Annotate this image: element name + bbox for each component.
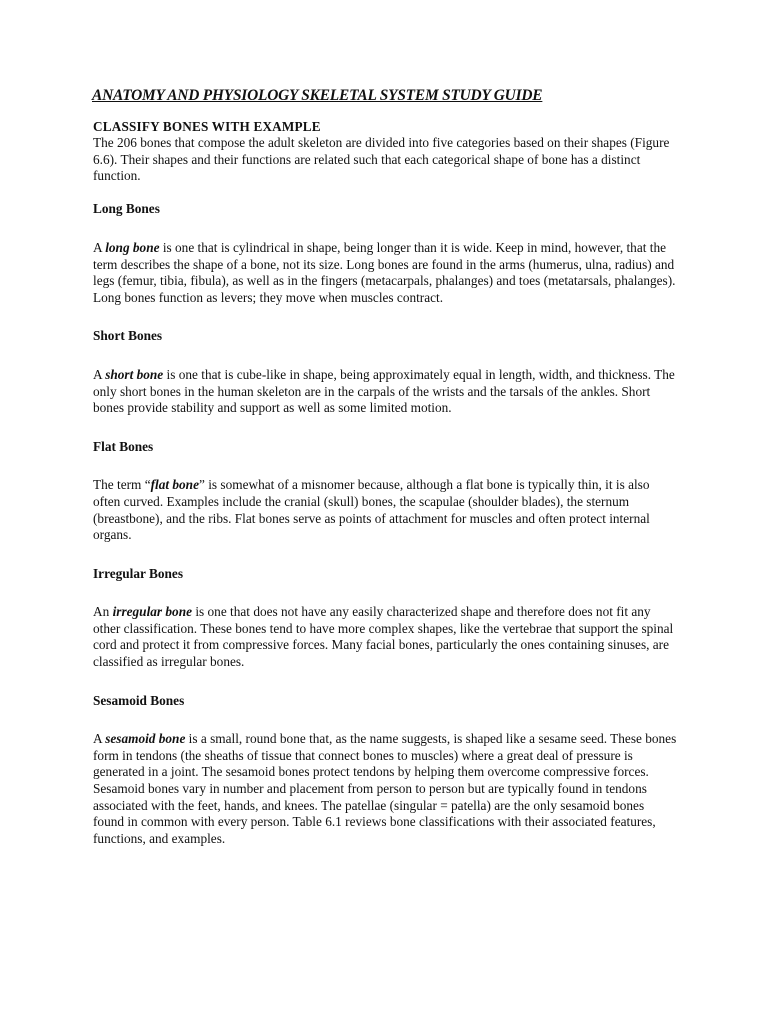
paragraph-text: is one that does not have any easily characterized shape and therefore does not fit any other classification. These bones tend to have more complex shapes, like the vertebrae that support the spinal cord and protect it from compressive forces. Many facial bones, particularly the ones containing sinuses, are classified as irregular bones. xyxy=(93,604,674,670)
short-bones-heading: Short Bones xyxy=(93,328,163,344)
long-bones-section xyxy=(93,201,678,306)
paragraph-lead: The term “ xyxy=(93,477,151,493)
paragraph-text: is a small, round bone that, as the name suggests, is shaped like a sesame seed. These bones form in tendons (the sheaths of tissue that connect bones to muscles) where a great deal of pressure is generated in a joint. The sesamoid bones protect tendons by helping them overcome compressive forces. Sesamoid bones vary in number and placement from person to person but are typically found in tendons associated with the feet, hands, and knees. The patellae (singular = patella) are the only sesamoid bones found in common with every person. Table 6.1 reviews bone classifications with their associated features, functions, and examples. xyxy=(93,731,677,846)
short-bones-section xyxy=(93,328,678,416)
paragraph-text: is one that is cube-like in shape, being approximately equal in length, width, and thickness. The only short bones in the human skeleton are in the carpals of the wrists and the tarsals of the ankles. Short bones provide stability and support as well as some limited motion. xyxy=(93,366,675,416)
irregular-bones-section xyxy=(93,566,678,671)
irregular-bones-heading: Irregular Bones xyxy=(93,565,184,581)
paragraph-lead: A xyxy=(93,731,106,747)
sesamoid-bones-heading: Sesamoid Bones xyxy=(93,692,185,708)
irregular-bones-paragraph xyxy=(93,604,678,670)
paragraph-lead: A xyxy=(93,366,106,382)
sesamoid-bones-section xyxy=(93,693,678,848)
flat-bones-paragraph xyxy=(93,477,678,543)
defined-term: long bone xyxy=(105,239,160,255)
defined-term: irregular bone xyxy=(112,604,193,620)
long-bones-heading: Long Bones xyxy=(93,201,160,217)
defined-term: flat bone xyxy=(150,477,199,493)
defined-term: sesamoid bone xyxy=(105,731,186,747)
section-heading: CLASSIFY BONES WITH EXAMPLE xyxy=(93,119,321,134)
flat-bones-section xyxy=(93,439,678,544)
paragraph-text: is one that is cylindrical in shape, being longer than it is wide. Keep in mind, however, that the term describes the shape of a bone, not its size. Long bones are found in the arms (humerus, ulna, radius) and legs (femur, tibia, fibula), as well as in the fingers (metacarpals, phalanges) and toes (metatarsals, phalanges). Long bones function as levers; they move when muscles contract. xyxy=(93,239,676,305)
short-bones-paragraph xyxy=(93,367,678,417)
defined-term: short bone xyxy=(105,366,164,382)
paragraph-text: ” is somewhat of a misnomer because, although a flat bone is typically thin, it is also often curved. Examples include the cranial (skull) bones, the scapulae (shoulder blades), the sternum (breastbone), and the ribs. Flat bones serve as points of attachment for muscles and often protect internal organs. xyxy=(93,477,650,543)
intro-paragraph: The 206 bones that compose the adult skeleton are divided into five categories based on their shapes (Figure 6.6). Their shapes and their functions are related such that each categorical shape of bone has a distinct function. xyxy=(93,135,670,184)
document-title: ANATOMY AND PHYSIOLOGY SKELETAL SYSTEM STUDY GUIDE xyxy=(92,87,543,104)
flat-bones-heading: Flat Bones xyxy=(93,438,154,454)
paragraph-lead: An xyxy=(93,604,113,620)
long-bones-paragraph xyxy=(93,240,678,306)
sesamoid-bones-paragraph xyxy=(93,731,678,847)
document-body xyxy=(93,135,678,869)
paragraph-lead: A xyxy=(93,239,106,255)
